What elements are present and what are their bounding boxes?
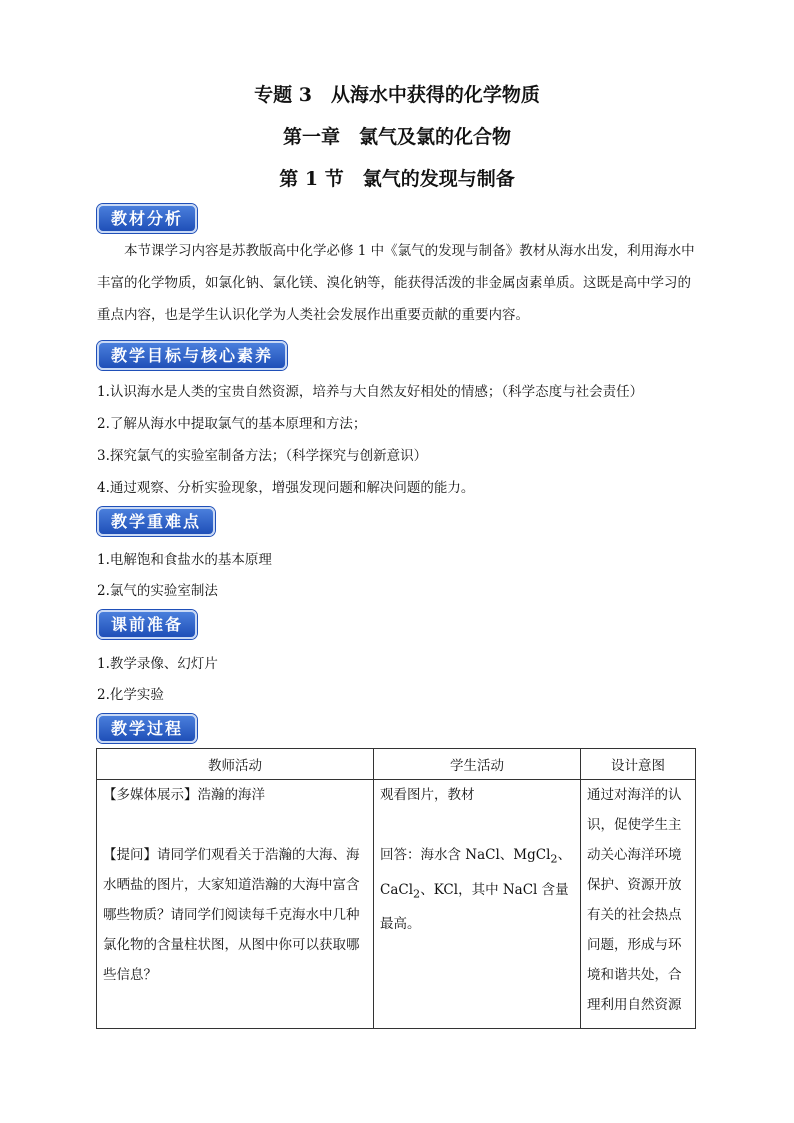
answer-part: 、CaCl — [380, 847, 572, 898]
goal-item: 2.了解从海水中提取氯气的基本原理和方法； — [97, 416, 367, 432]
badge-key-points: 教学重难点 — [97, 507, 215, 536]
goal-item: 3.探究氯气的实验室制备方法；（科学探究与创新意识） — [97, 448, 428, 464]
student-line: 观看图片，教材 — [380, 787, 475, 803]
table-row — [97, 780, 696, 1029]
badge-process: 教学过程 — [97, 714, 197, 743]
analysis-paragraph — [97, 235, 699, 331]
answer-part: 、KCl，其中 NaCl 含量最高。 — [380, 881, 569, 933]
teacher-question: 【提问】请同学们观看关于浩瀚的大海、海水晒盐的图片，大家知道浩瀚的大海中富含哪些物质？请同学们阅读每千克海水中几种氯化物的含量柱状图，从图中你可以获取哪些信息？ — [103, 847, 360, 983]
section-title: 第 1 节 氯气的发现与制备 — [279, 168, 515, 190]
badge-preparation: 课前准备 — [97, 610, 197, 639]
header-student: 学生活动 — [374, 749, 581, 780]
answer-part: 回答：海水含 NaCl、MgCl — [380, 847, 551, 863]
student-answer — [380, 840, 574, 939]
preparation-item: 1.教学录像、幻灯片 — [97, 656, 218, 672]
goal-item: 1.认识海水是人类的宝贵自然资源，培养与大自然友好相处的情感；（科学态度与社会责任） — [97, 384, 644, 400]
design-intent-cell: 通过对海洋的认识，促使学生主动关心海洋环境保护、资源开放有关的社会热点问题，形成与环境和谐共处，合理利用自然资源 — [581, 780, 696, 1029]
table-header-row — [97, 749, 696, 780]
subscript: 2 — [413, 887, 421, 901]
teacher-activity-cell — [97, 780, 374, 1029]
process-table — [96, 748, 696, 1029]
key-point-item: 2.氯气的实验室制法 — [97, 583, 218, 599]
header-intent: 设计意图 — [581, 749, 696, 780]
analysis-text: 本节课学习内容是苏教版高中化学必修 1 中《氯气的发现与制备》教材从海水出发，利用海水中丰富的化学物质，如氯化钠、氯化镁、溴化钠等，能获得活泼的非金属卤素单质。这既是高中学习的重点内容，也是学生认识化学为人类社会发展作出重要贡献的重要内容。 — [97, 243, 695, 323]
chapter-title: 第一章 氯气及氯的化合物 — [282, 126, 511, 148]
goal-item: 4.通过观察、分析实验现象，增强发现问题和解决问题的能力。 — [97, 480, 475, 496]
badge-analysis: 教材分析 — [97, 204, 197, 233]
preparation-item: 2.化学实验 — [97, 687, 164, 703]
student-activity-cell — [374, 780, 581, 1029]
badge-goals: 教学目标与核心素养 — [97, 341, 287, 370]
header-teacher: 教师活动 — [97, 749, 374, 780]
subscript: 2 — [550, 852, 558, 866]
key-point-item: 1.电解饱和食盐水的基本原理 — [97, 552, 272, 568]
topic-title: 专题 3 从海水中获得的化学物质 — [254, 84, 540, 106]
teacher-line: 【多媒体展示】浩瀚的海洋 — [103, 787, 265, 803]
